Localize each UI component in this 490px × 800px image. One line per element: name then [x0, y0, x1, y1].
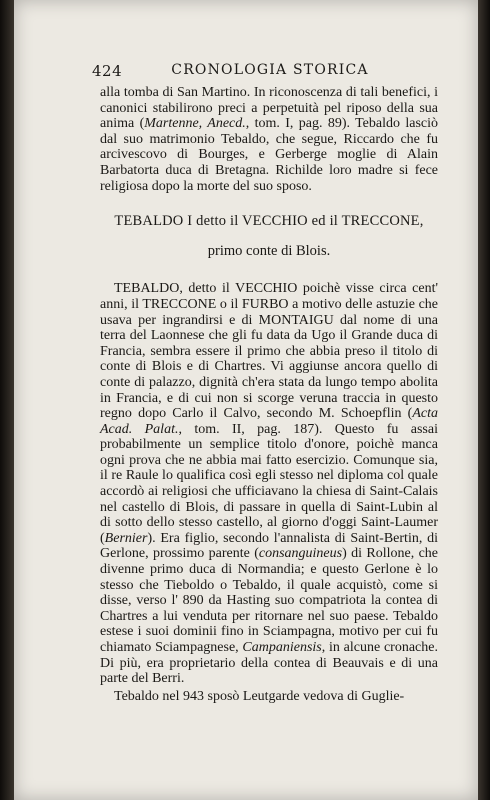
page-edge-left [0, 0, 14, 800]
section-heading: TEBALDO I detto il VECCHIO ed il TRECCONE, [114, 213, 424, 230]
body-text [100, 85, 438, 704]
citation: Bernier [104, 530, 148, 546]
section-subheading: primo conte di Blois. [207, 242, 331, 259]
citation: Campaniensis [242, 640, 322, 655]
citation: consanguineus [258, 546, 343, 562]
page-edge-right [478, 0, 490, 800]
citation: Acta Acad. Palat. [100, 406, 438, 437]
citation: Martenne, Anecd. [144, 116, 246, 132]
main-paragraph: TEBALDO, detto il VECCHIO poichè visse circa cent' anni, il TRECCONE o il FURBO a motivo delle astuzie che usava per ingrandirsi e di MONTAIGU dal nome di una terra del Laonnese che gli fu data da Ugo il Grande duca di Francia, sembra essere il primo che abbia preso il titolo di conte di Blois e di Chartres. Vi aggiunse ancora quello di conte di palazzo, dignità ch'era stata da lungo tempo abolita in Francia, e di cui non si scorge veruna traccia in questo regno dopo Carlo il Calvo, secondo M. Schoepflin (Acta Acad. Palat., tom. II, pag. 187). Questo fu assai probabilmente un semplice titolo d'onore, poichè manca ogni prova che ne abbia mai fatto esercizio. Comunque sia, il re Raule lo qualifica così egli stesso nel diploma col quale accordò ai religiosi che ufficiavano la chiesa di Saint-Calais nel castello di Blois, di passare in quella di Saint-Lubin al di sotto dello stesso castello, al giorno d'oggi Saint-Laumer (Bernier). Era figlio, secondo l'annalista di Saint-Bertin, di Gerlone, prossimo parente (consanguineus) di Rollone, che divenne primo duca di Normandia; e questo Gerlone è lo stesso che Tieboldo o Tebaldo, il quale acquistò, come si disse, verso l' 890 da Hasting suo compatriota la contea di Chartres a lui venduta per ritornare nel suo paese. Tebaldo estese i suoi dominii fino in Sciampagna, motivo per cui fu chiamato Sciampagnese, Campaniensis, in alcune cronache. Di più, era proprietario della contea di Beauvais e di una parte del Berri. [100, 281, 438, 687]
intro-paragraph: alla tomba di San Martino. In riconoscenza di tali benefici, i canonici stabilirono preci a perpetuità pel riposo della sua anima (Martenne, Anecd., tom. I, pag. 89). Tebaldo lasciò dal suo matrimonio Tebaldo, che segue, Riccardo che fu arcivescovo di Bourges, e Gerberge moglie di Alain Barbatorta duca di Bretagna. Richilde loro madre si fece religiosa dopo la morte del suo sposo. [100, 85, 438, 194]
closing-line: Tebaldo nel 943 sposò Leutgarde vedova di Guglie- [114, 688, 405, 704]
page-header [92, 62, 448, 84]
page-number: 424 [92, 62, 123, 80]
running-title: CRONOLOGIA STORICA [171, 62, 369, 78]
